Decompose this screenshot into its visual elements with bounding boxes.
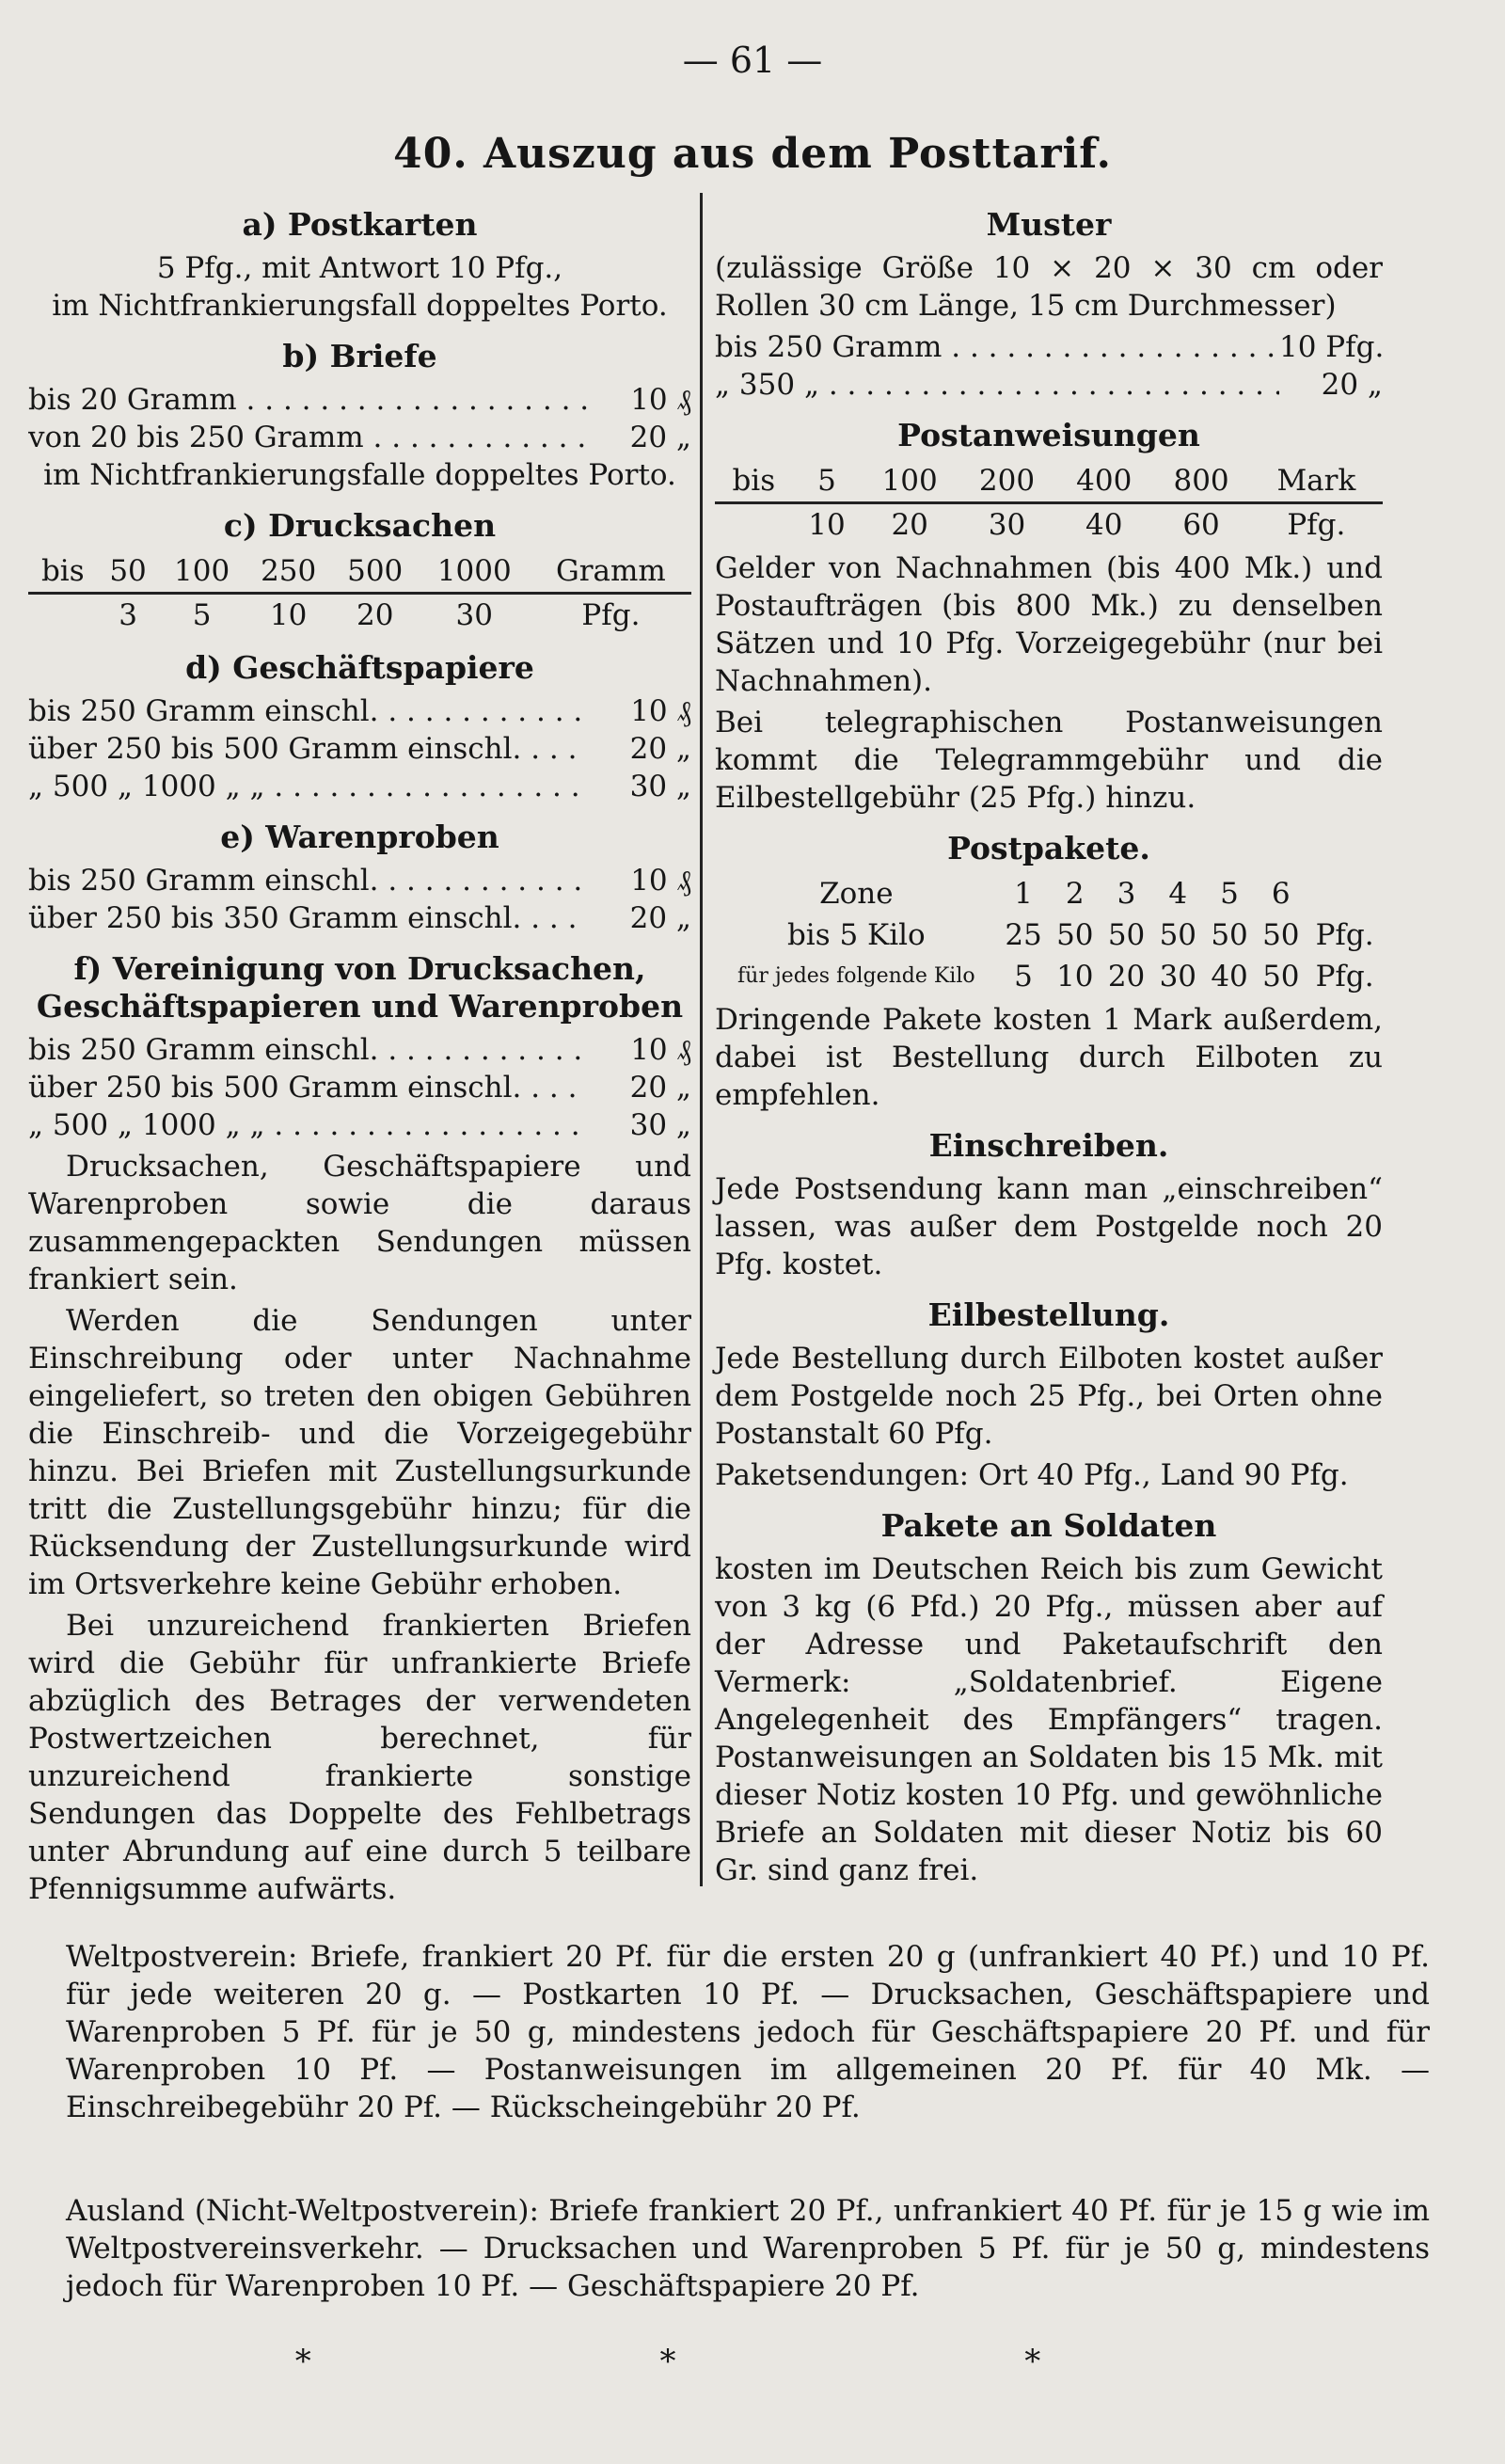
- text-line: 5 Pfg., mit Antwort 10 Pfg.,: [156, 251, 563, 285]
- page-title: 40. Auszug aus dem Posttarif.: [393, 130, 1112, 178]
- rate-row: bis 250 Gramm . . . 10 Pfg.: [715, 328, 1383, 366]
- rate-row: bis 20 Gramm . . . 10 ₰: [28, 381, 691, 419]
- rate-row: „ 500 „ 1000 „ „ . . . 30 „: [28, 768, 691, 805]
- heading-geschaeftspapiere: d) Geschäftspapiere: [185, 649, 534, 686]
- heading-drucksachen: c) Drucksachen: [223, 507, 497, 544]
- rate-row: „ 500 „ 1000 „ „ . . . 30 „: [28, 1106, 691, 1144]
- paragraph: kosten im Deutschen Reich bis zum Gewicht von 3 kg (6 Pfd.) 20 Pfg., müssen aber auf der Adresse und Paketaufschrift den Vermerk: „Soldatenbrief. Eigene Angelegenheit des Empfängers“ tragen. Postanweisungen an Soldaten bis 15 Mk. mit dieser Notiz kosten 10 Pfg. und gewöhnliche Briefe an Soldaten mit dieser Notiz bis 60 Gr. sind ganz frei.: [715, 1552, 1383, 1887]
- heading-postpakete: Postpakete.: [947, 830, 1150, 866]
- paragraph: Jede Postsendung kann man „einschreiben“ lassen, was außer dem Postgelde noch 20 Pfg. kostet.: [715, 1172, 1383, 1281]
- rate-row: von 20 bis 250 Gramm . . . 20 „: [28, 419, 691, 456]
- page-number: — 61 —: [682, 40, 823, 81]
- rate-row: über 250 bis 350 Gramm einschl. . . . 20 „: [28, 899, 691, 937]
- heading-muster: Muster: [986, 206, 1112, 243]
- drucksachen-table: bis 50 100 250 500 1000 Gramm 3 5 10 20 30 Pfg.: [28, 550, 691, 636]
- postpakete-table: Zone 1 2 3 4 5 6 bis 5 Kilo 25 50 50 50 50 50 Pfg. für jedes folgende Kilo 5 10 20 30 40 50 Pfg.: [737, 877, 1374, 994]
- paragraph: Werden die Sendungen unter Einschreibung oder unter Nachnahme eingeliefert, so treten den obigen Gebühren die Einschreib- und die Vorzeigegebühr hinzu. Bei Briefen mit Zustellungsurkunde tritt die Zustellungsgebühr hinzu; für die Rücksendung der Zustellungsurkunde wird im Ortsverkehre keine Gebühr erhoben.: [28, 1304, 691, 1601]
- text-line: im Nichtfrankierungsfall doppeltes Porto.: [52, 289, 668, 323]
- postanweisungen-table: bis 5 100 200 400 800 Mark 10 20 30 40 60 Pfg.: [715, 460, 1383, 546]
- left-column: [28, 193, 691, 1912]
- paragraph: Dringende Pakete kosten 1 Mark außerdem, dabei ist Bestellung durch Eilboten zu empfehlen.: [715, 1003, 1383, 1112]
- heading-postanweisungen: Postanweisungen: [897, 417, 1200, 453]
- heading-postkarten: a) Postkarten: [242, 206, 478, 243]
- paragraph: Drucksachen, Geschäftspapiere und Warenproben sowie die daraus zusammengepackten Sendungen müssen frankiert sein.: [28, 1150, 691, 1296]
- footnote-weltpostverein: Weltpostverein: Briefe, frankiert 20 Pf. für die ersten 20 g (unfrankiert 40 Pf.) und 10 Pf. für jede weiteren 20 g. — Postkarten 10 Pf. — Drucksachen, Geschäftspapiere und Warenproben 5 Pf. für je 50 g, mindestens jedoch für Geschäftspapiere 20 Pf. und für Warenproben 10 Pf. — Postanweisungen im allgemeinen 20 Pf. für 40 Mk. — Einschreibegebühr 20 Pf. — Rückscheingebühr 20 Pf.: [66, 1940, 1430, 2124]
- paragraph: Jede Bestellung durch Eilboten kostet außer dem Postgelde noch 25 Pfg., bei Orten ohne Postanstalt 60 Pfg.: [715, 1342, 1383, 1451]
- paragraph: Bei telegraphischen Postanweisungen kommt die Telegrammgebühr und die Eilbestellgebühr (25 Pfg.) hinzu.: [715, 706, 1383, 815]
- right-column: [715, 193, 1383, 1893]
- paragraph: Paketsendungen: Ort 40 Pfg., Land 90 Pfg.: [715, 1458, 1349, 1492]
- footnote-ausland: Ausland (Nicht-Weltpostverein): Briefe frankiert 20 Pf., unfrankiert 40 Pf. für je 15 g wie im Weltpostvereinsverkehr. — Drucksachen und Warenproben 5 Pf. für je 50 g, mindestens jedoch für Warenproben 10 Pf. — Geschäftspapiere 20 Pf.: [66, 2194, 1430, 2303]
- rate-row: „ 350 „ . . . 20 „: [715, 366, 1383, 404]
- heading-briefe: b) Briefe: [282, 338, 437, 374]
- heading-warenproben: e) Warenproben: [220, 819, 499, 855]
- section-stars: * * *: [294, 2343, 1211, 2380]
- heading-eilbestellung: Eilbestellung.: [927, 1296, 1170, 1333]
- column-divider: [700, 193, 703, 1886]
- rate-row: über 250 bis 500 Gramm einschl. . . . 20 „: [28, 1069, 691, 1106]
- heading-vereinigung: f) Vereinigung von Drucksachen, Geschäftspapieren und Warenproben: [36, 950, 684, 1025]
- paragraph: (zulässige Größe 10 × 20 × 30 cm oder Rollen 30 cm Länge, 15 cm Durchmesser): [715, 251, 1383, 323]
- rate-row: über 250 bis 500 Gramm einschl. . . . 20 „: [28, 730, 691, 768]
- heading-einschreiben: Einschreiben.: [928, 1127, 1169, 1164]
- rate-row: bis 250 Gramm einschl. . . . 10 ₰: [28, 862, 691, 899]
- heading-soldaten: Pakete an Soldaten: [880, 1507, 1217, 1544]
- paragraph: Gelder von Nachnahmen (bis 400 Mk.) und Postaufträgen (bis 800 Mk.) zu denselben Sätzen und 10 Pfg. Vorzeigegebühr (nur bei Nachnahmen).: [715, 551, 1383, 698]
- rate-row: bis 250 Gramm einschl. . . . 10 ₰: [28, 1031, 691, 1069]
- rate-row: bis 250 Gramm einschl. . . . 10 ₰: [28, 692, 691, 730]
- text-line: im Nichtfrankierungsfalle doppeltes Porto.: [43, 458, 676, 492]
- paragraph: Bei unzureichend frankierten Briefen wird die Gebühr für unfrankierte Briefe abzüglich des Betrages der verwendeten Postwertzeichen berechnet, für unzureichend frankierte sonstige Sendungen das Doppelte des Fehlbetrags unter Abrundung auf eine durch 5 teilbare Pfennigsumme aufwärts.: [28, 1609, 691, 1906]
